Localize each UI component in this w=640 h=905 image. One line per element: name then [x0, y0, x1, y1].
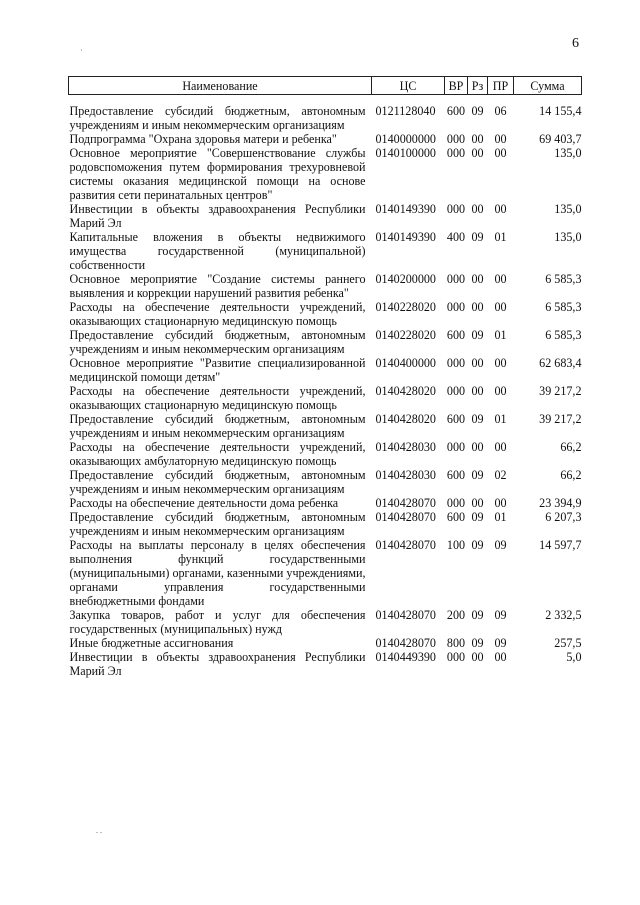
table-row: [69, 230, 582, 272]
cell-sum: 66,2: [560, 440, 582, 454]
cell-rz: 00: [471, 440, 484, 454]
table-row: [69, 356, 582, 384]
header-name: Наименование: [69, 77, 372, 95]
cell-pr: 01: [494, 412, 507, 426]
cell-pr: 00: [494, 440, 507, 454]
cell-rz: 09: [471, 538, 484, 552]
budget-table-container: [68, 76, 581, 678]
cell-cs: 0121128040: [375, 104, 436, 118]
cell-vr: 000: [446, 440, 466, 454]
cell-cs: 0140449390: [375, 650, 436, 664]
table-body: [69, 95, 582, 679]
scan-dot: . .: [96, 826, 102, 835]
cell-name: Основное мероприятие "Развитие специализированной медицинской помощи детям": [69, 356, 366, 384]
cell-vr: 600: [446, 104, 466, 118]
table-row: [69, 538, 582, 608]
cell-cs: 0140428070: [375, 510, 436, 524]
cell-sum: 6 585,3: [545, 328, 582, 342]
table-row: [69, 384, 582, 412]
table-row: [69, 95, 582, 133]
table-row: [69, 146, 582, 202]
table-row: [69, 510, 582, 538]
header-sum: Сумма: [514, 77, 582, 95]
cell-pr: 00: [494, 132, 507, 146]
cell-name: Основное мероприятие "Совершенствование службы родовспоможения путем формирования трехуровневой системы оказания медицинской помощи на основе развития сети перинатальных центров": [69, 146, 366, 202]
cell-cs: 0140228020: [375, 328, 436, 342]
cell-rz: 00: [471, 132, 484, 146]
cell-rz: 09: [471, 510, 484, 524]
cell-rz: 00: [471, 300, 484, 314]
cell-sum: 39 217,2: [539, 384, 582, 398]
cell-rz: 09: [471, 636, 484, 650]
cell-name: Подпрограмма "Охрана здоровья матери и ребенка": [69, 132, 337, 146]
cell-vr: 400: [446, 230, 466, 244]
cell-name: Предоставление субсидий бюджетным, автономным учреждениям и иным некоммерческим организациям: [69, 412, 366, 440]
cell-name: Предоставление субсидий бюджетным, автономным учреждениям и иным некоммерческим организациям: [69, 104, 366, 132]
cell-cs: 0140428020: [375, 412, 436, 426]
cell-pr: 00: [494, 496, 507, 510]
cell-cs: 0140149390: [375, 230, 436, 244]
cell-pr: 00: [494, 356, 507, 370]
header-row: [69, 77, 582, 95]
cell-vr: 600: [446, 468, 466, 482]
cell-vr: 000: [446, 384, 466, 398]
cell-sum: 69 403,7: [539, 132, 582, 146]
header-cs: ЦС: [372, 77, 445, 95]
table-row: [69, 132, 582, 146]
cell-rz: 09: [471, 412, 484, 426]
table-row: [69, 328, 582, 356]
cell-name: Основное мероприятие "Создание системы раннего выявления и коррекции нарушений развития ребенка": [69, 272, 366, 300]
cell-pr: 00: [494, 384, 507, 398]
cell-vr: 000: [446, 300, 466, 314]
cell-name: Расходы на обеспечение деятельности учреждений, оказывающих амбулаторную медицинскую помощь: [69, 440, 366, 468]
cell-name: Иные бюджетные ассигнования: [69, 636, 234, 650]
cell-vr: 000: [446, 272, 466, 286]
cell-vr: 800: [446, 636, 466, 650]
cell-vr: 000: [446, 650, 466, 664]
cell-pr: 00: [494, 650, 507, 664]
cell-cs: 0140428070: [375, 608, 436, 622]
cell-rz: 00: [471, 384, 484, 398]
cell-cs: 0140100000: [375, 146, 436, 160]
cell-name: Расходы на выплаты персоналу в целях обеспечения выполнения функций государственными (муниципальными) органами, казенными учреждениями, органами управления государственными внебюджетными фондами: [69, 538, 366, 608]
cell-sum: 6 585,3: [545, 272, 582, 286]
cell-rz: 00: [471, 146, 484, 160]
cell-rz: 00: [471, 272, 484, 286]
cell-name: Предоставление субсидий бюджетным, автономным учреждениям и иным некоммерческим организациям: [69, 510, 366, 538]
cell-sum: 5,0: [566, 650, 582, 664]
cell-cs: 0140428030: [375, 468, 436, 482]
table-header: [69, 77, 582, 95]
table-row: [69, 272, 582, 300]
scan-dot: ·: [80, 46, 83, 55]
cell-pr: 00: [494, 272, 507, 286]
header-pr: ПР: [488, 77, 514, 95]
cell-rz: 09: [471, 104, 484, 118]
cell-cs: 0140228020: [375, 300, 436, 314]
cell-sum: 66,2: [560, 468, 582, 482]
cell-vr: 200: [446, 608, 466, 622]
budget-table: [68, 76, 582, 678]
cell-cs: 0140428070: [375, 538, 436, 552]
cell-pr: 06: [494, 104, 507, 118]
cell-rz: 09: [471, 608, 484, 622]
cell-cs: 0140428070: [375, 496, 436, 510]
cell-pr: 01: [494, 328, 507, 342]
cell-sum: 135,0: [554, 230, 582, 244]
cell-pr: 09: [494, 608, 507, 622]
cell-cs: 0140200000: [375, 272, 436, 286]
cell-pr: 01: [494, 510, 507, 524]
cell-sum: 6 585,3: [545, 300, 582, 314]
cell-vr: 000: [446, 132, 466, 146]
cell-vr: 100: [446, 538, 466, 552]
cell-name: Предоставление субсидий бюджетным, автономным учреждениям и иным некоммерческим организациям: [69, 328, 366, 356]
cell-name: Капитальные вложения в объекты недвижимого имущества государственной (муниципальной) собственности: [69, 230, 366, 272]
table-row: [69, 636, 582, 650]
cell-sum: 14 597,7: [539, 538, 582, 552]
cell-sum: 6 207,3: [545, 510, 582, 524]
cell-sum: 135,0: [554, 146, 582, 160]
cell-sum: 2 332,5: [545, 608, 582, 622]
cell-name: Закупка товаров, работ и услуг для обеспечения государственных (муниципальных) нужд: [69, 608, 366, 636]
cell-vr: 600: [446, 510, 466, 524]
header-rz: Рз: [468, 77, 488, 95]
cell-name: Предоставление субсидий бюджетным, автономным учреждениям и иным некоммерческим организациям: [69, 468, 366, 496]
cell-rz: 09: [471, 230, 484, 244]
page-number: 6: [572, 36, 579, 51]
cell-name: Расходы на обеспечение деятельности дома ребенка: [69, 496, 339, 510]
table-row: [69, 440, 582, 468]
table-row: [69, 202, 582, 230]
cell-vr: 000: [446, 146, 466, 160]
table-row: [69, 468, 582, 496]
cell-rz: 09: [471, 468, 484, 482]
cell-cs: 0140000000: [375, 132, 436, 146]
cell-sum: 23 394,9: [539, 496, 582, 510]
cell-vr: 600: [446, 328, 466, 342]
cell-cs: 0140428070: [375, 636, 436, 650]
cell-sum: 14 155,4: [539, 104, 582, 118]
header-vr: ВР: [445, 77, 468, 95]
cell-pr: 00: [494, 300, 507, 314]
cell-rz: 00: [471, 650, 484, 664]
cell-pr: 09: [494, 636, 507, 650]
table-row: [69, 608, 582, 636]
cell-rz: 00: [471, 202, 484, 216]
cell-pr: 00: [494, 202, 507, 216]
cell-name: Инвестиции в объекты здравоохранения Республики Марий Эл: [69, 650, 366, 678]
cell-name: Расходы на обеспечение деятельности учреждений, оказывающих стационарную медицинскую помощь: [69, 300, 366, 328]
cell-vr: 000: [446, 356, 466, 370]
cell-rz: 09: [471, 328, 484, 342]
cell-cs: 0140149390: [375, 202, 436, 216]
cell-cs: 0140400000: [375, 356, 436, 370]
table-row: [69, 300, 582, 328]
cell-cs: 0140428030: [375, 440, 436, 454]
cell-vr: 600: [446, 412, 466, 426]
cell-rz: 00: [471, 356, 484, 370]
cell-pr: 09: [494, 538, 507, 552]
cell-sum: 62 683,4: [539, 356, 582, 370]
table-row: [69, 496, 582, 510]
cell-sum: 39 217,2: [539, 412, 582, 426]
cell-pr: 02: [494, 468, 507, 482]
cell-rz: 00: [471, 496, 484, 510]
cell-sum: 257,5: [554, 636, 582, 650]
cell-name: Расходы на обеспечение деятельности учреждений, оказывающих стационарную медицинскую помощь: [69, 384, 366, 412]
table-row: [69, 650, 582, 678]
cell-vr: 000: [446, 496, 466, 510]
cell-cs: 0140428020: [375, 384, 436, 398]
cell-sum: 135,0: [554, 202, 582, 216]
cell-name: Инвестиции в объекты здравоохранения Республики Марий Эл: [69, 202, 366, 230]
cell-pr: 00: [494, 146, 507, 160]
cell-vr: 000: [446, 202, 466, 216]
table-row: [69, 412, 582, 440]
cell-pr: 01: [494, 230, 507, 244]
